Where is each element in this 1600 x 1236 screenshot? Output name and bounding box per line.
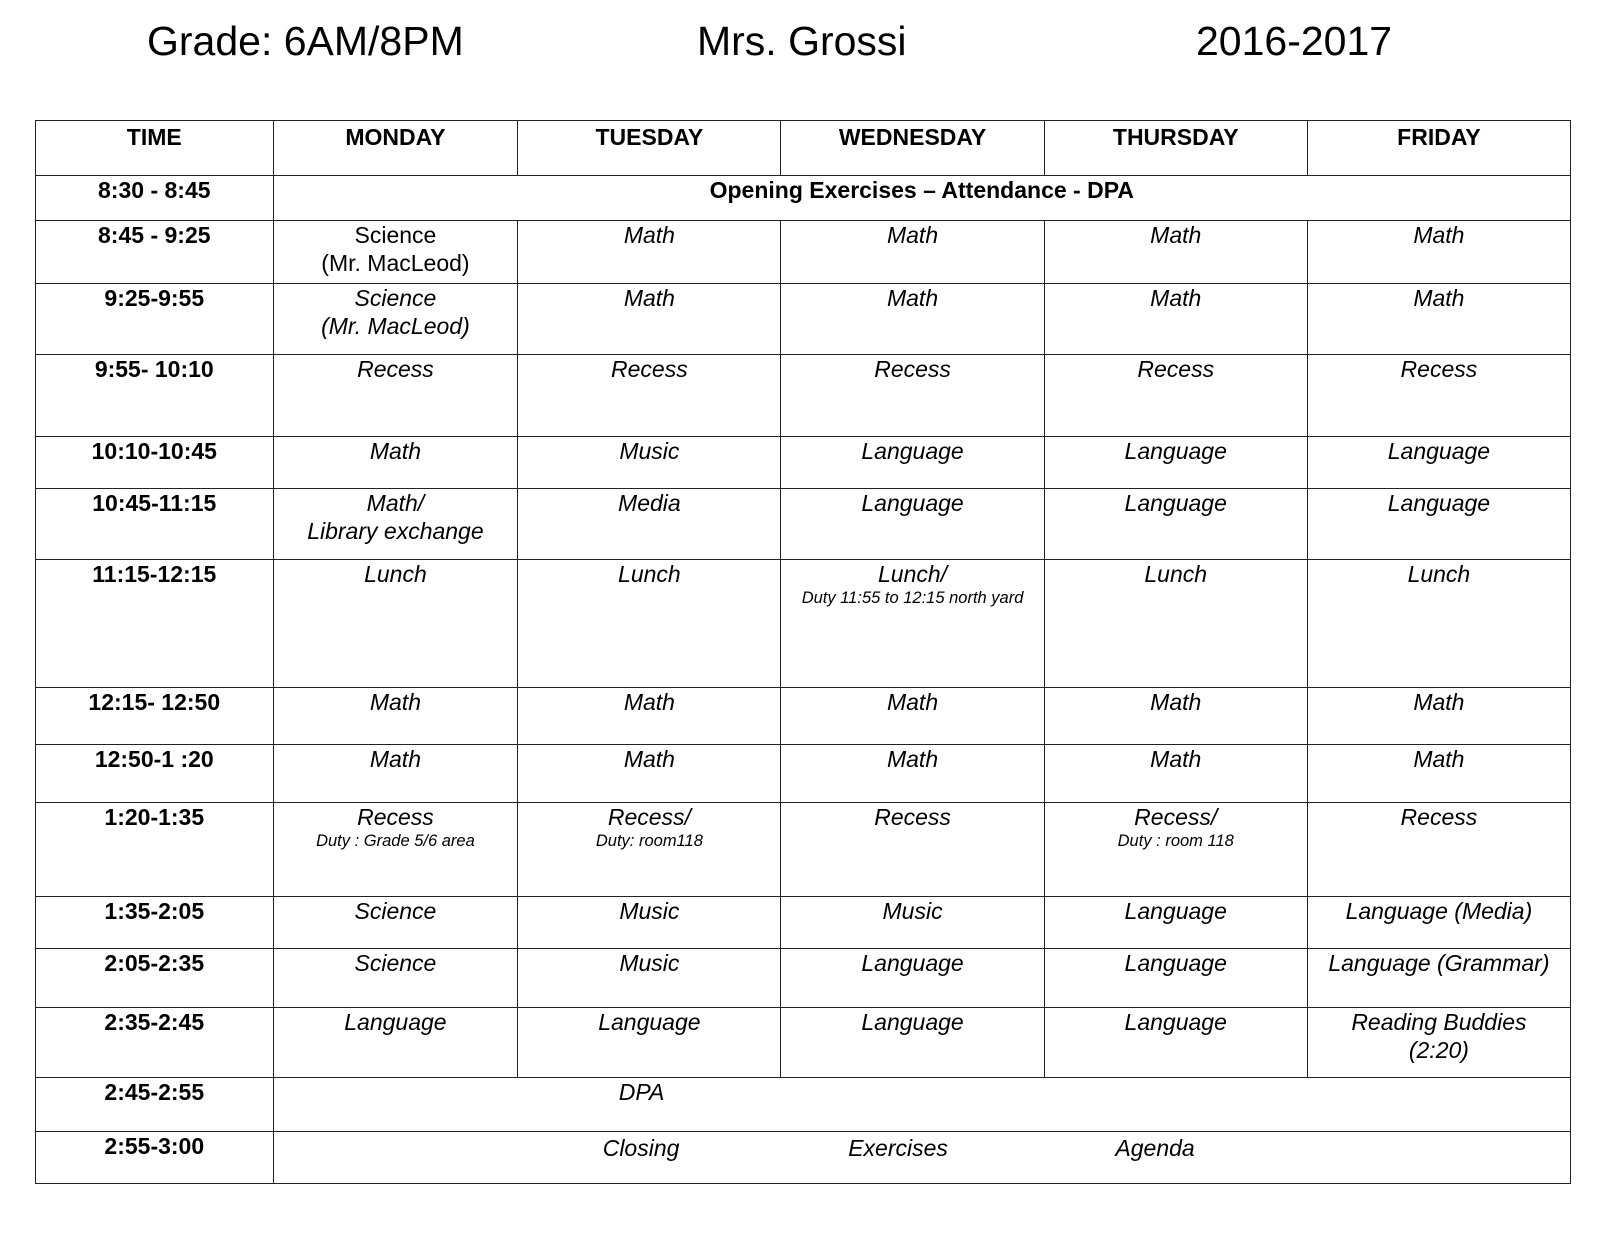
cell-friday	[1307, 489, 1570, 560]
time-cell: 1:35-2:05	[36, 897, 274, 949]
subject-label: Language	[598, 1009, 701, 1035]
cell-monday	[273, 489, 518, 560]
subject-label: Math	[1413, 746, 1465, 772]
cell-tuesday	[518, 745, 781, 803]
cell-monday	[273, 897, 518, 949]
schedule-row	[36, 745, 1571, 803]
span-cell	[273, 1078, 1570, 1132]
subject-label: Math	[369, 438, 421, 464]
subject-label: Math	[623, 285, 675, 311]
subject-label: Math	[886, 222, 939, 248]
time-cell: 10:45-11:15	[36, 489, 274, 560]
cell-thursday	[1044, 489, 1307, 560]
schedule-row	[36, 1132, 1571, 1184]
subject-label: Math	[623, 222, 675, 248]
subject-label: Math	[369, 689, 421, 715]
subject-label: Music	[882, 898, 943, 924]
cell-thursday	[1044, 437, 1307, 489]
cell-monday	[273, 355, 518, 437]
subject-label: Language	[861, 950, 964, 976]
time-cell: 12:50-1 :20	[36, 745, 274, 803]
cell-tuesday	[518, 489, 781, 560]
cell-wednesday	[781, 949, 1044, 1008]
dpa-label: DPA	[618, 1079, 665, 1105]
schedule-row	[36, 897, 1571, 949]
duty-note: Duty : room 118	[1117, 832, 1234, 850]
time-cell: 2:45-2:55	[36, 1078, 274, 1132]
time-cell: 8:30 - 8:45	[36, 176, 274, 221]
subject-label: Lunch	[618, 561, 681, 587]
cell-tuesday	[518, 949, 781, 1008]
cell-friday	[1307, 745, 1570, 803]
schedule-row	[36, 355, 1571, 437]
cell-friday	[1307, 560, 1570, 688]
cell-friday	[1307, 355, 1570, 437]
cell-thursday	[1044, 949, 1307, 1008]
subject-label: Language	[1124, 490, 1227, 516]
subject-label: Math/ Library exchange	[307, 490, 484, 544]
subject-label: Science (Mr. MacLeod)	[321, 222, 470, 276]
cell-monday	[273, 745, 518, 803]
schedule-row	[36, 284, 1571, 355]
schedule-row	[36, 437, 1571, 489]
cell-wednesday	[781, 803, 1044, 897]
subject-label: Math	[1413, 689, 1465, 715]
col-header-time: TIME	[36, 121, 274, 176]
subject-label: Math	[623, 746, 675, 772]
subject-label: Language	[861, 490, 964, 516]
schedule-row	[36, 560, 1571, 688]
schedule-table	[35, 120, 1571, 1184]
cell-friday	[1307, 437, 1570, 489]
schedule-row	[36, 803, 1571, 897]
cell-wednesday	[781, 221, 1044, 284]
cell-thursday	[1044, 1008, 1307, 1078]
cell-friday	[1307, 221, 1570, 284]
subject-label: Science	[354, 898, 437, 924]
duty-note: Duty 11:55 to 12:15 north yard	[801, 589, 1024, 607]
subject-label: Recess	[357, 356, 434, 382]
cell-wednesday	[781, 688, 1044, 745]
cell-monday	[273, 688, 518, 745]
subject-label: Reading Buddies (2:20)	[1351, 1009, 1527, 1063]
subject-label: Language	[1387, 490, 1491, 516]
closing-cell	[273, 1132, 1570, 1184]
cell-tuesday	[518, 897, 781, 949]
schedule-row	[36, 949, 1571, 1008]
schedule-row	[36, 688, 1571, 745]
cell-monday	[273, 221, 518, 284]
subject-label: Language	[1124, 1009, 1227, 1035]
col-header-friday: FRIDAY	[1307, 121, 1570, 176]
subject-label: Lunch	[1407, 561, 1471, 587]
cell-thursday	[1044, 284, 1307, 355]
subject-label: Math	[1413, 285, 1465, 311]
subject-label: Recess/	[1134, 804, 1218, 830]
cell-tuesday	[518, 560, 781, 688]
subject-label: Science (Mr. MacLeod)	[321, 285, 470, 339]
time-cell: 2:55-3:00	[36, 1132, 274, 1184]
subject-label: Math	[886, 746, 939, 772]
cell-thursday	[1044, 897, 1307, 949]
schedule-row	[36, 176, 1571, 221]
cell-friday	[1307, 284, 1570, 355]
cell-tuesday	[518, 803, 781, 897]
subject-label: Music	[619, 950, 680, 976]
subject-label: Language	[861, 438, 964, 464]
time-cell: 2:05-2:35	[36, 949, 274, 1008]
cell-wednesday	[781, 1008, 1044, 1078]
school-year: 2016-2017	[1196, 18, 1393, 64]
subject-label: Recess	[1400, 804, 1478, 830]
cell-thursday	[1044, 688, 1307, 745]
time-cell: 9:55- 10:10	[36, 355, 274, 437]
cell-tuesday	[518, 355, 781, 437]
closing-word-1: Closing	[602, 1135, 680, 1161]
cell-wednesday	[781, 745, 1044, 803]
cell-monday	[273, 284, 518, 355]
closing-word-2: Exercises	[848, 1135, 948, 1161]
cell-friday	[1307, 897, 1570, 949]
subject-label: Language	[861, 1009, 964, 1035]
cell-thursday	[1044, 803, 1307, 897]
schedule-row	[36, 1078, 1571, 1132]
cell-friday	[1307, 688, 1570, 745]
subject-label: Math	[369, 746, 421, 772]
cell-wednesday	[781, 897, 1044, 949]
cell-wednesday	[781, 560, 1044, 688]
schedule-row	[36, 221, 1571, 284]
subject-label: Language	[1124, 438, 1227, 464]
subject-label: Math	[1150, 222, 1202, 248]
cell-tuesday	[518, 1008, 781, 1078]
cell-wednesday	[781, 355, 1044, 437]
cell-friday	[1307, 803, 1570, 897]
subject-label: Media	[618, 490, 681, 516]
schedule-row	[36, 1008, 1571, 1078]
subject-label: Recess	[1400, 356, 1478, 382]
time-cell: 9:25-9:55	[36, 284, 274, 355]
cell-monday	[273, 560, 518, 688]
subject-label: Math	[886, 285, 939, 311]
cell-friday	[1307, 1008, 1570, 1078]
subject-label: Math	[1150, 746, 1202, 772]
subject-label: Math	[623, 689, 675, 715]
subject-label: Music	[619, 438, 680, 464]
subject-label: Math	[1150, 689, 1202, 715]
subject-label: Language	[1124, 898, 1227, 924]
subject-label: Recess	[357, 804, 434, 830]
cell-wednesday	[781, 437, 1044, 489]
subject-label: Language	[1124, 950, 1227, 976]
time-cell: 2:35-2:45	[36, 1008, 274, 1078]
cell-tuesday	[518, 221, 781, 284]
time-cell: 12:15- 12:50	[36, 688, 274, 745]
cell-tuesday	[518, 437, 781, 489]
time-cell: 10:10-10:45	[36, 437, 274, 489]
subject-label: Language (Grammar)	[1328, 950, 1550, 976]
header-row	[36, 121, 1571, 176]
subject-label: Language	[1387, 438, 1491, 464]
cell-thursday	[1044, 355, 1307, 437]
subject-label: Lunch/	[878, 561, 948, 587]
duty-note: Duty : Grade 5/6 area	[316, 832, 475, 850]
cell-monday	[273, 803, 518, 897]
cell-wednesday	[781, 284, 1044, 355]
subject-label: Math	[1150, 285, 1202, 311]
cell-wednesday	[781, 489, 1044, 560]
time-cell: 1:20-1:35	[36, 803, 274, 897]
subject-label: Language (Media)	[1345, 898, 1533, 924]
col-header-tuesday: TUESDAY	[518, 121, 781, 176]
duty-note: Duty: room118	[595, 832, 703, 850]
closing-word-3: Agenda	[1115, 1135, 1195, 1161]
grade-title: Grade: 6AM/8PM	[147, 18, 464, 64]
subject-label: Music	[619, 898, 680, 924]
teacher-name: Mrs. Grossi	[697, 18, 907, 64]
cell-monday	[273, 949, 518, 1008]
col-header-thursday: THURSDAY	[1044, 121, 1307, 176]
subject-label: Lunch	[1144, 561, 1208, 587]
subject-label: Science	[354, 950, 437, 976]
subject-label: Recess	[611, 356, 688, 382]
subject-label: Math	[886, 689, 939, 715]
cell-tuesday	[518, 688, 781, 745]
cell-thursday	[1044, 560, 1307, 688]
time-cell: 8:45 - 9:25	[36, 221, 274, 284]
cell-tuesday	[518, 284, 781, 355]
cell-monday	[273, 437, 518, 489]
cell-thursday	[1044, 221, 1307, 284]
cell-thursday	[1044, 745, 1307, 803]
col-header-wednesday: WEDNESDAY	[781, 121, 1044, 176]
subject-label: Lunch	[364, 561, 427, 587]
time-cell: 11:15-12:15	[36, 560, 274, 688]
subject-label: Recess	[1137, 356, 1215, 382]
col-header-monday: MONDAY	[273, 121, 518, 176]
subject-label: Math	[1413, 222, 1465, 248]
subject-label: Recess	[874, 356, 951, 382]
span-cell: Opening Exercises – Attendance - DPA	[273, 176, 1570, 221]
subject-label: Language	[344, 1009, 447, 1035]
cell-friday	[1307, 949, 1570, 1008]
subject-label: Recess/	[607, 804, 691, 830]
schedule-row	[36, 489, 1571, 560]
subject-label: Recess	[874, 804, 951, 830]
cell-monday	[273, 1008, 518, 1078]
